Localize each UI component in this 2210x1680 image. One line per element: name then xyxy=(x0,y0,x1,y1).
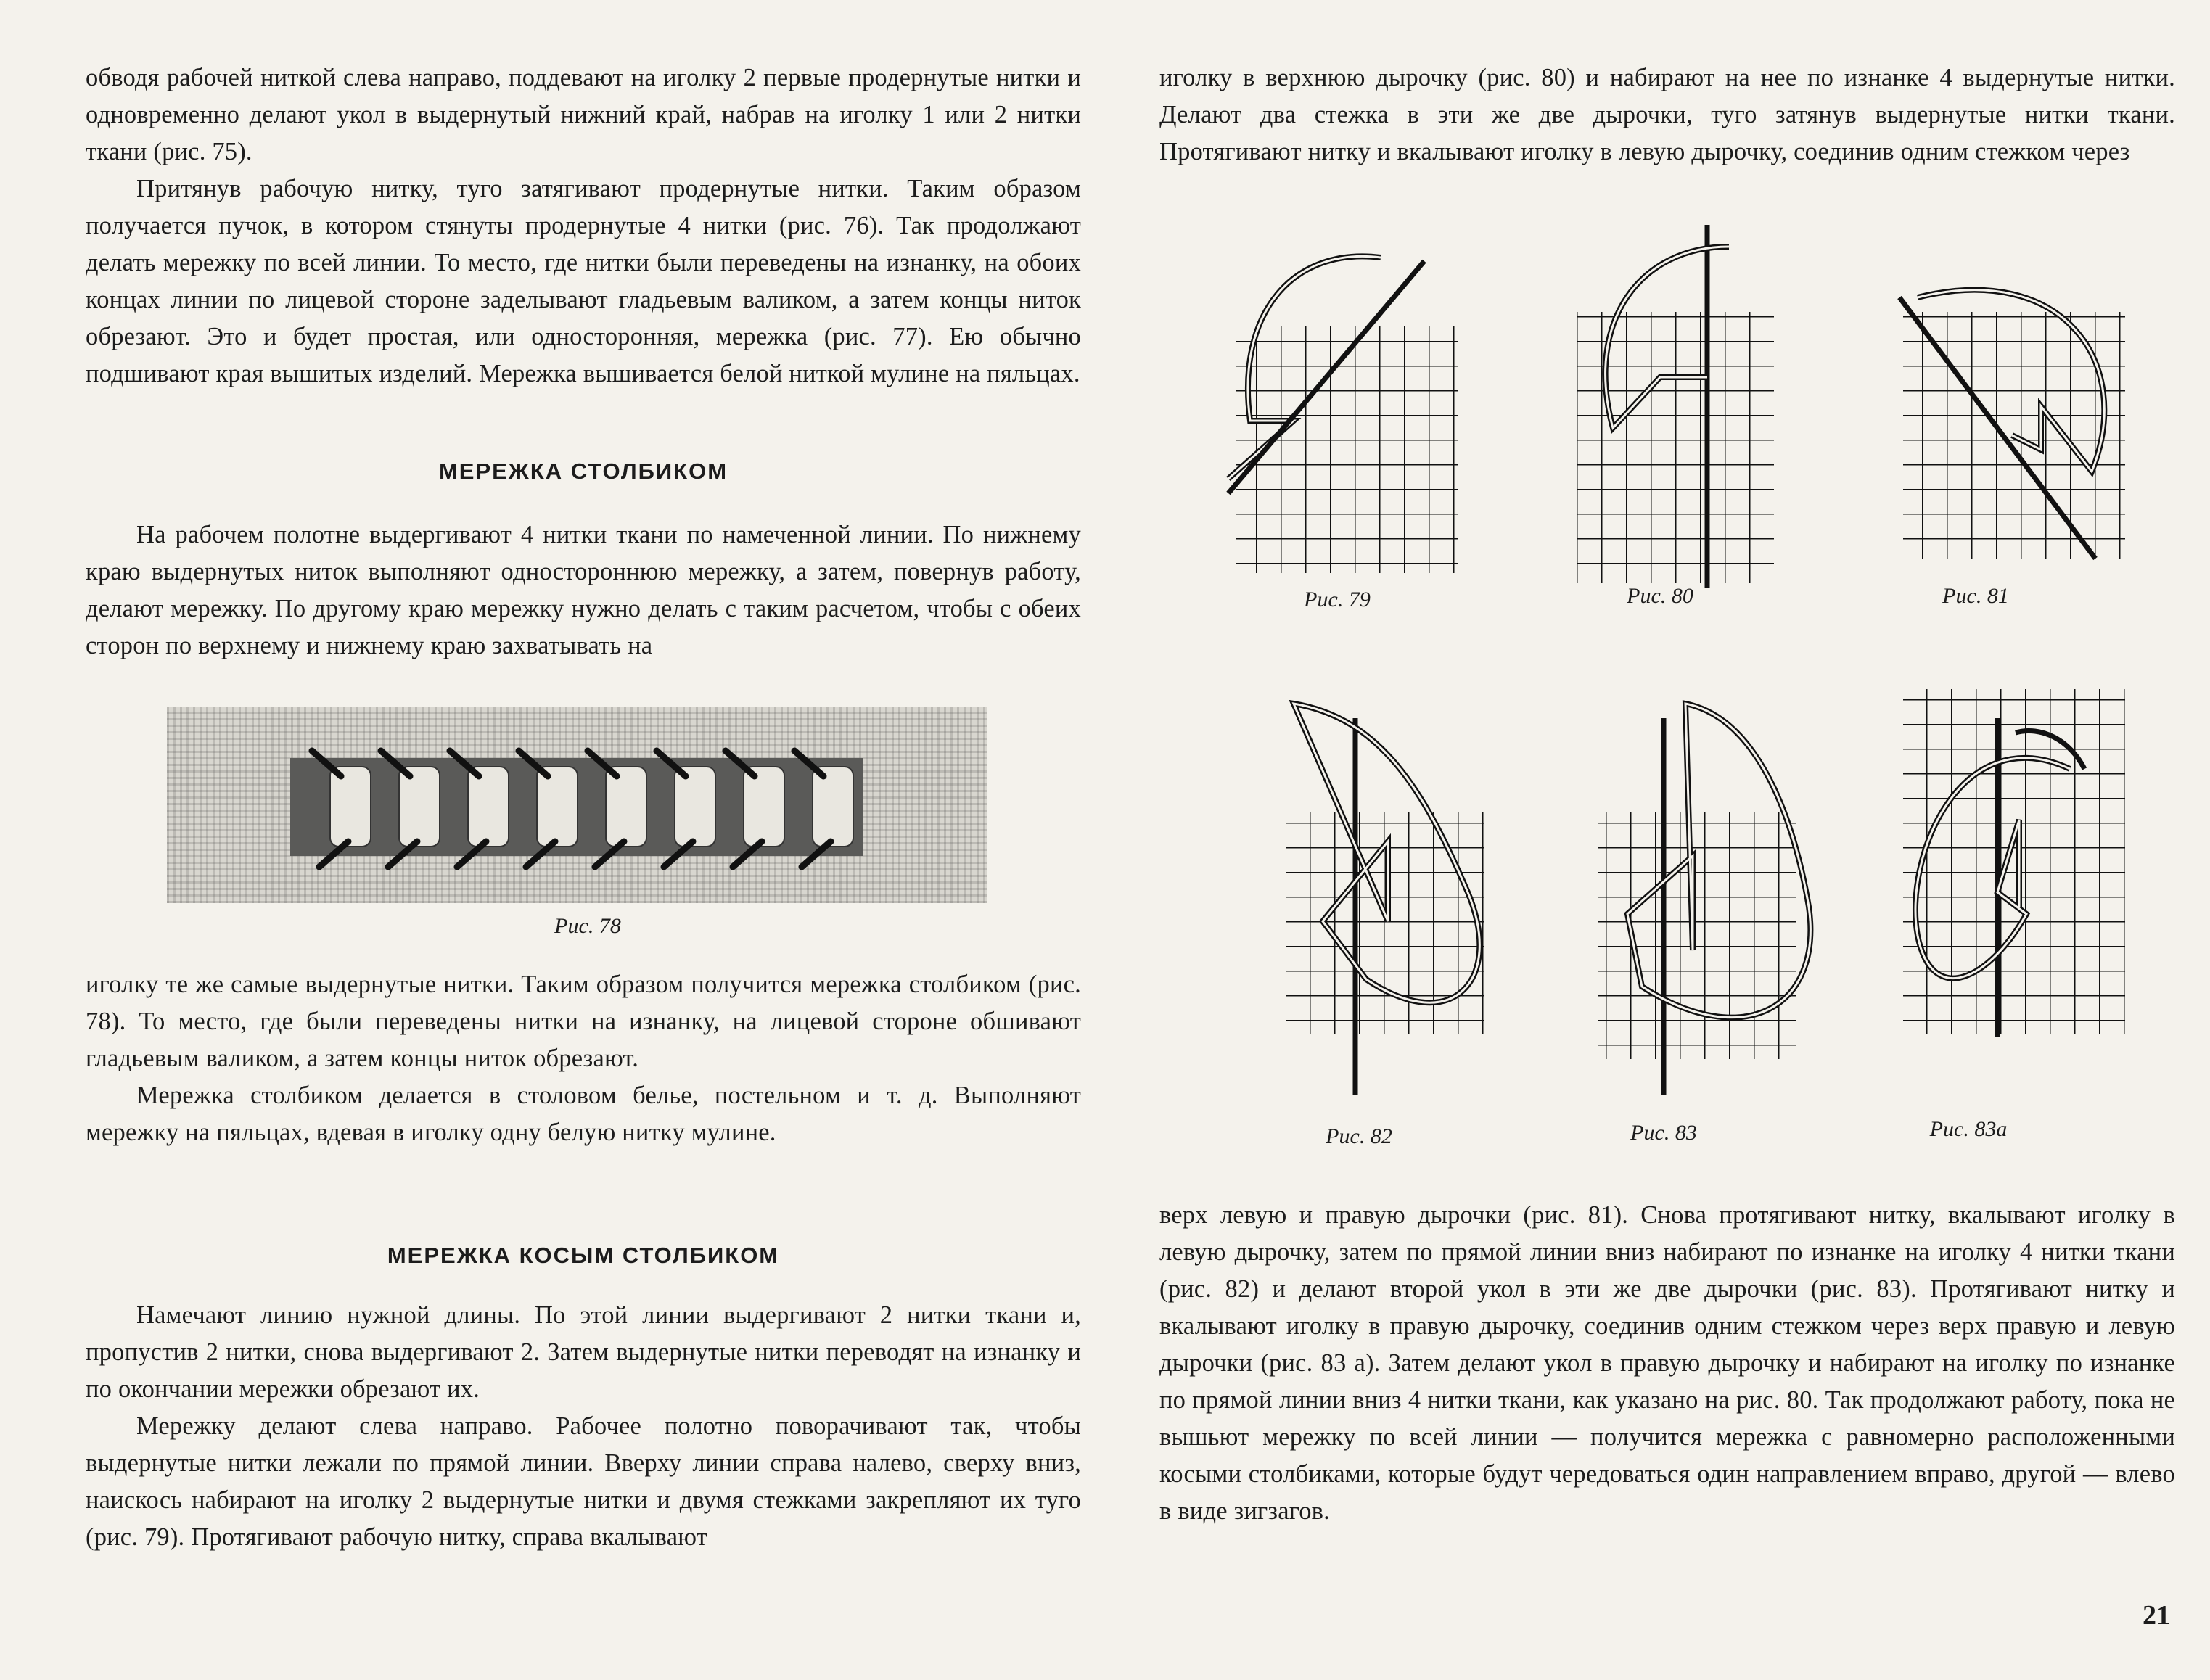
right-page xyxy=(1105,0,2210,1680)
figure-81-diagram xyxy=(1899,290,2125,559)
figure-83a-caption: Рис. 83а xyxy=(1929,1117,2008,1141)
paragraph: На рабочем полотне выдергивают 4 нитки ткани по намеченной линии. По нижнему краю выдернутых ниток выполняют одностороннюю мережку, а затем, повернув работу, делают мережку. По другому краю мережку нужно делать с таким расчетом, чтобы с обеих сторон по верхнему и нижнему краю захватывать на xyxy=(86,521,1081,659)
figure-82-diagram xyxy=(1286,704,1484,1095)
section-heading-kosym: МЕРЕЖКА КОСЫМ СТОЛБИКОМ xyxy=(387,1243,780,1268)
figure-82-caption: Рис. 82 xyxy=(1326,1124,1392,1148)
page-number: 21 xyxy=(2143,1600,2170,1631)
paragraph: Притянув рабочую нитку, туго затягивают продернутые нитки. Таким образом получается пучок, в котором стянуты продернутые 4 нитки (рис. 76). Так продолжают делать мережку по всей линии. То место, где нитки были переведены на изнанку, на обоих концах линии по лицевой стороне заделывают гладьевым валиком, а затем концы ниток обрезают. Это и будет простая, или односторонняя, мережка (рис. 77). Ею обычно подшивают края вышитых изделий. Мережка вышивается белой ниткой мулине на пяльцах. xyxy=(86,175,1081,387)
paragraph: иголку те же самые выдернутые нитки. Таким образом получится мережка столбиком (рис. 78). То место, где были переведены нитки на изнанку, на лицевой стороне обшивают гладьевым валиком, а затем концы ниток обрезают. xyxy=(86,971,1081,1072)
left-text-bottom xyxy=(86,1297,1081,1556)
left-text-mid xyxy=(86,516,1081,664)
left-text-top xyxy=(86,59,1081,392)
figure-79-caption: Рис. 79 xyxy=(1304,588,1371,612)
paragraph: Мережка столбиком делается в столовом белье, постельном и т. д. Выполняют мережку на пяльцах, вдевая в иголку одну белую нитку мулине. xyxy=(86,1082,1081,1146)
paragraph: Мережку делают слева направо. Рабочее полотно поворачивают так, чтобы выдернутые нитки лежали по прямой линии. Вверху линии справа налево, сверху вниз, наискось набирают на иголку 2 выдернутые нитки и двумя стежками закрепляют их туго (рис. 79). Протягивают рабочую нитку, справа вкалывают xyxy=(86,1412,1081,1551)
paragraph: обводя рабочей ниткой слева направо, поддевают на иголку 2 первые продернутые нитки и одновременно делают укол в выдернутый нижний край, набрав на иголку 1 или 2 нитки ткани (рис. 75). xyxy=(86,64,1081,165)
figure-81-caption: Рис. 81 xyxy=(1942,584,2009,608)
figures-82-83a xyxy=(1236,675,2179,1110)
figure-83-caption: Рис. 83 xyxy=(1630,1121,1697,1145)
paragraph: верх левую и правую дырочки (рис. 81). Снова протягивают нитку, вкалывают иголку в левую дырочку, затем по прямой линии вниз набирают по изнанке на иголку 4 нитки ткани (рис. 82) и делают второй укол в эти же две дырочки (рис. 83). Протягивают нитку и вкалывают иголку в правую дырочку, соединив одним стежком через верх правую и левую дырочки (рис. 83 а). Затем делают укол в правую дырочку и набирают на иголку по изнанке по прямой линии вниз 4 нитки ткани, как указано на рис. 80. Так продолжают работу, пока не вышьют мережку по всей линии — получится мережка с равномерно расположенными косыми столбиками, которые будут чередоваться один направлением вправо, другой — влево в виде зигзагов. xyxy=(1159,1201,2175,1525)
figures-79-81 xyxy=(1207,218,2172,595)
figure-79-diagram xyxy=(1228,256,1458,573)
figure-78-photo xyxy=(167,707,987,903)
figure-83-diagram xyxy=(1598,704,1810,1095)
left-text-after-fig xyxy=(86,966,1081,1151)
figure-80-diagram xyxy=(1577,225,1774,588)
figure-83a-diagram xyxy=(1903,689,2125,1037)
paragraph: Намечают линию нужной длины. По этой линии выдергивают 2 нитки ткани и, пропустив 2 нитки, снова выдергивают 2. Затем выдернутые нитки переводят на изнанку и по окончании мережки обрезают их. xyxy=(86,1301,1081,1403)
right-text-bottom xyxy=(1159,1197,2175,1530)
paragraph: иголку в верхнюю дырочку (рис. 80) и набирают на нее по изнанке 4 выдернутые нитки. Делают два стежка в эти же две дырочки, туго затянув выдернутые нитки ткани. Протягивают нитку и вкалывают иголку в левую дырочку, соединив одним стежком через xyxy=(1159,64,2175,165)
figure-80-caption: Рис. 80 xyxy=(1627,584,1693,608)
section-heading-stolbikom: МЕРЕЖКА СТОЛБИКОМ xyxy=(438,458,728,484)
right-text-top xyxy=(1159,59,2175,170)
figure-78-caption: Рис. 78 xyxy=(554,914,621,938)
